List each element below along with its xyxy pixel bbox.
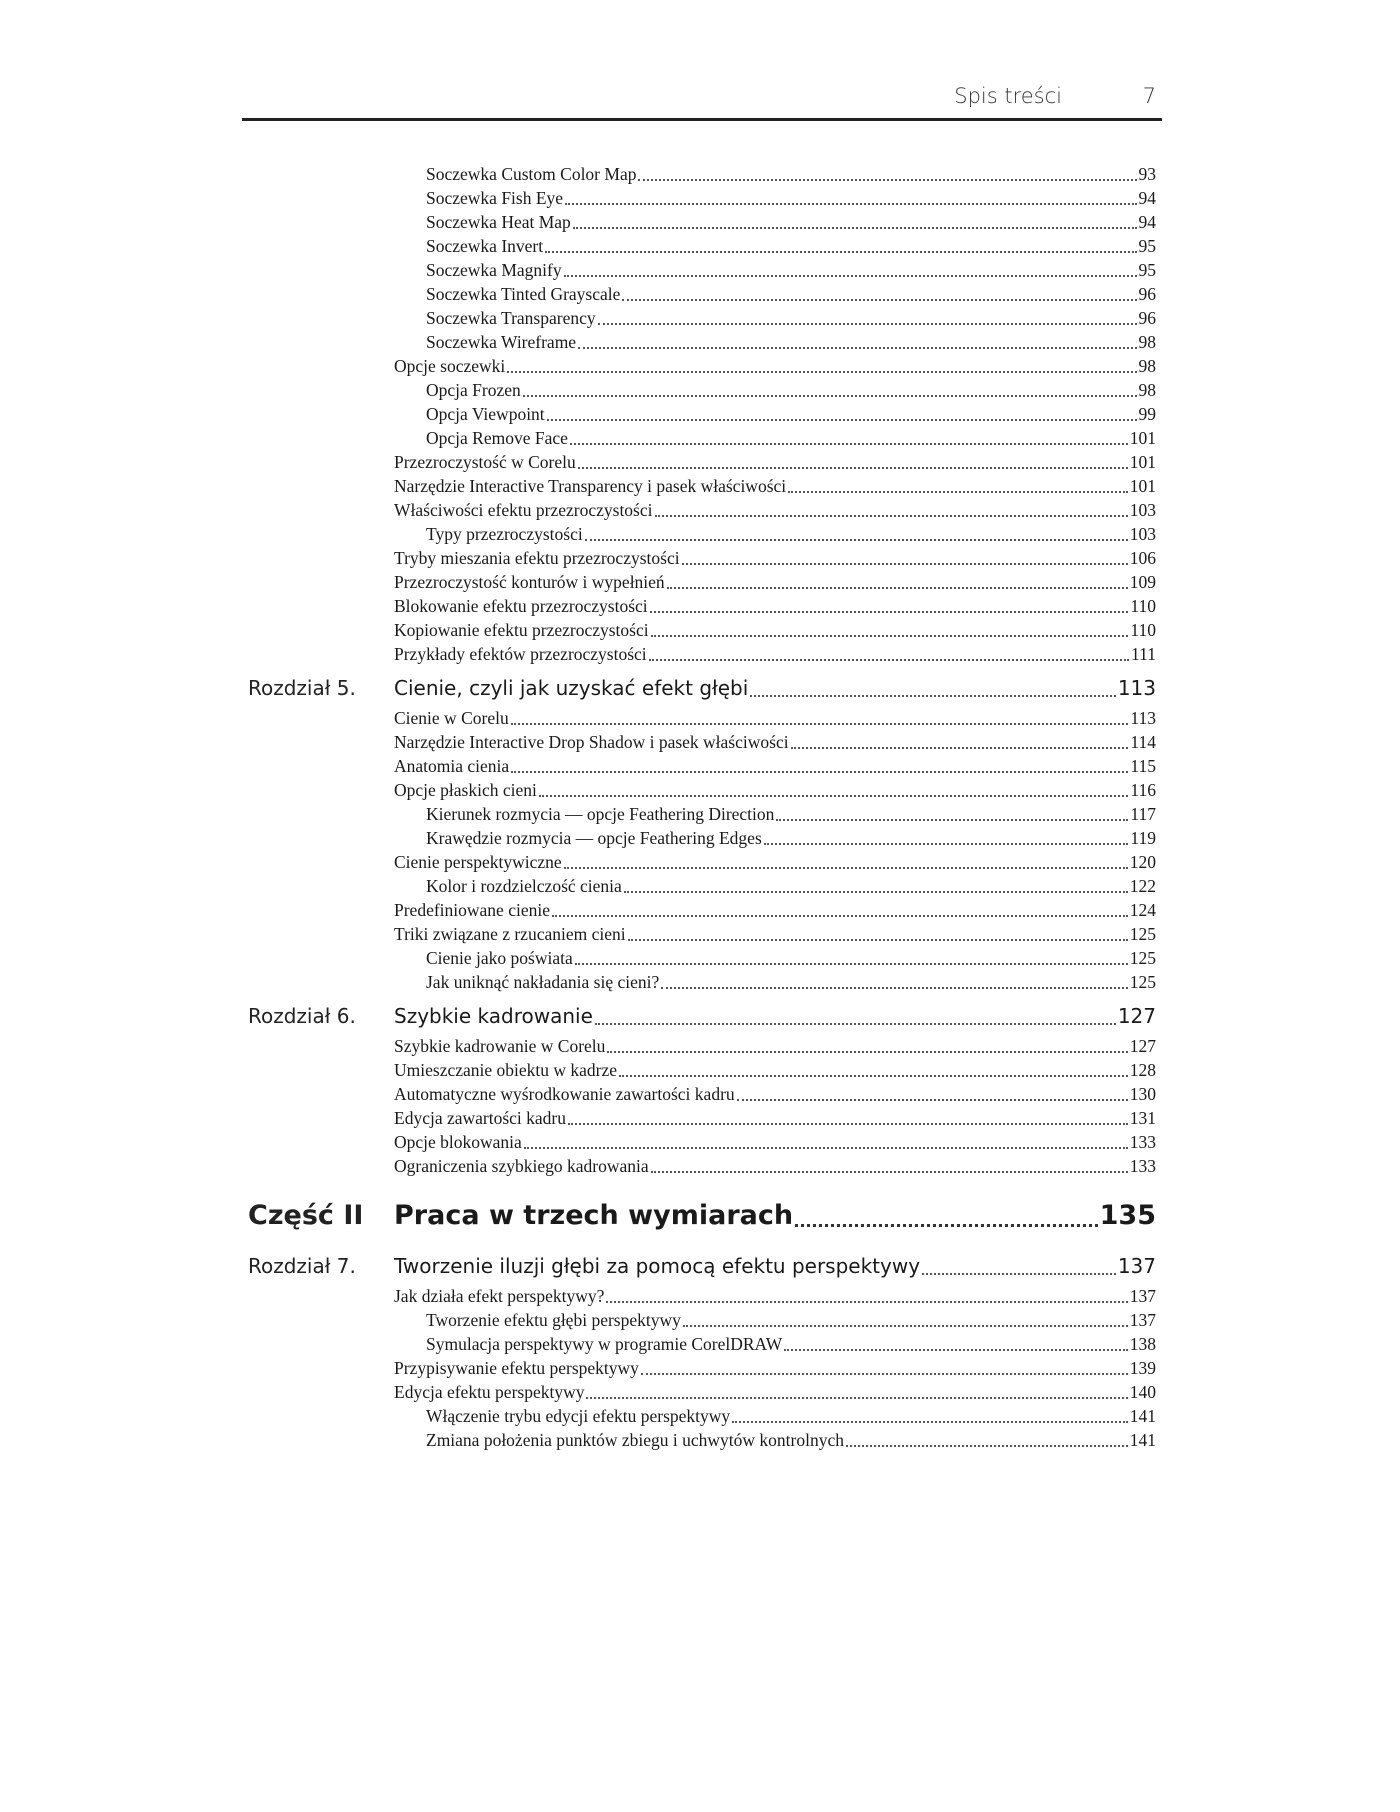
dot-leader (578, 347, 1136, 349)
entry-title: Krawędzie rozmycia — opcje Feathering Edges (426, 828, 762, 848)
dot-leader (570, 443, 1128, 445)
entry-title: Symulacja perspektywy w programie CorelDRAW (426, 1334, 783, 1354)
dot-leader (511, 771, 1128, 773)
entry-page: 130 (1129, 1084, 1156, 1104)
dot-leader (628, 939, 1128, 941)
dot-leader (791, 747, 1129, 749)
toc-entry (394, 594, 1156, 618)
toc-entry (394, 474, 1156, 498)
part-page: 135 (1099, 1200, 1156, 1231)
toc-entry (426, 282, 1156, 306)
toc-entry (394, 642, 1156, 666)
toc-entry (394, 850, 1156, 874)
dot-leader (578, 467, 1128, 469)
dot-leader (650, 611, 1129, 613)
chapter-page: 137 (1117, 1254, 1156, 1278)
toc-entry (394, 1356, 1156, 1380)
entry-title: Opcje soczewki (394, 356, 506, 376)
dot-leader (655, 515, 1128, 517)
toc-entry (394, 570, 1156, 594)
entry-page: 95 (1138, 260, 1156, 280)
dot-leader (682, 563, 1128, 565)
entry-page: 98 (1138, 356, 1156, 376)
entry-page: 137 (1129, 1310, 1156, 1330)
chapter-page: 127 (1117, 1004, 1156, 1028)
entry-page: 127 (1129, 1036, 1156, 1056)
entry-page: 96 (1138, 284, 1156, 304)
entry-title: Kopiowanie efektu przezroczystości (394, 620, 649, 640)
dot-leader (776, 819, 1128, 821)
dot-leader (624, 891, 1128, 893)
dot-leader (784, 1349, 1127, 1351)
entry-page: 117 (1130, 804, 1156, 824)
entry-page: 110 (1130, 596, 1156, 616)
entry-page: 131 (1129, 1108, 1156, 1128)
entry-title: Ograniczenia szybkiego kadrowania (394, 1156, 649, 1176)
entry-page: 96 (1138, 308, 1156, 328)
dot-leader (846, 1445, 1128, 1447)
entry-page: 98 (1138, 380, 1156, 400)
entry-page: 125 (1129, 972, 1156, 992)
dot-leader (523, 395, 1137, 397)
dot-leader (788, 491, 1128, 493)
entry-title: Soczewka Fish Eye (426, 188, 564, 208)
dot-leader (641, 1373, 1128, 1375)
entry-title: Cienie jako poświata (426, 948, 573, 968)
entry-title: Opcje płaskich cieni (394, 780, 537, 800)
toc-entry (394, 1034, 1156, 1058)
entry-page: 133 (1129, 1132, 1156, 1152)
entry-page: 106 (1129, 548, 1156, 568)
toc-entry (394, 618, 1156, 642)
dot-leader (547, 419, 1137, 421)
toc-entry (394, 1106, 1156, 1130)
toc-entry (394, 898, 1156, 922)
entry-title: Soczewka Tinted Grayscale (426, 284, 621, 304)
entry-title: Edycja zawartości kadru (394, 1108, 567, 1128)
dot-leader (606, 1301, 1127, 1303)
entry-title: Przezroczystość konturów i wypełnień (394, 572, 665, 592)
entry-title: Edycja efektu perspektywy (394, 1382, 585, 1402)
entry-title: Przykłady efektów przezroczystości (394, 644, 647, 664)
entry-page: 141 (1129, 1406, 1156, 1426)
chapter-page: 113 (1117, 676, 1156, 700)
entry-title: Kierunek rozmycia — opcje Feathering Direction (426, 804, 775, 824)
toc-entry (426, 402, 1156, 426)
toc-entry (426, 874, 1156, 898)
entry-page: 95 (1138, 236, 1156, 256)
toc-entry (394, 1058, 1156, 1082)
toc-entry (426, 306, 1156, 330)
dot-leader (795, 1224, 1098, 1227)
toc-entry (394, 1284, 1156, 1308)
dot-leader (649, 659, 1129, 661)
entry-page: 122 (1129, 876, 1156, 896)
entry-title: Opcje blokowania (394, 1132, 522, 1152)
entry-title: Soczewka Custom Color Map (426, 164, 637, 184)
chapter-heading (242, 1250, 1156, 1282)
entry-page: 103 (1129, 524, 1156, 544)
dot-leader (764, 843, 1129, 845)
entry-page: 94 (1138, 212, 1156, 232)
dot-leader (622, 299, 1136, 301)
dot-leader (651, 635, 1129, 637)
toc-entry (394, 1082, 1156, 1106)
toc-entry (426, 1428, 1156, 1452)
toc-entry (394, 730, 1156, 754)
entry-page: 115 (1130, 756, 1156, 776)
entry-page: 101 (1129, 476, 1156, 496)
entry-page: 98 (1138, 332, 1156, 352)
dot-leader (545, 251, 1136, 253)
toc-entry (426, 378, 1156, 402)
entry-title: Automatyczne wyśrodkowanie zawartości kadru (394, 1084, 735, 1104)
dot-leader (565, 203, 1136, 205)
toc-entry (426, 210, 1156, 234)
dot-leader (667, 587, 1128, 589)
entry-title: Soczewka Wireframe (426, 332, 577, 352)
entry-title: Triki związane z rzucaniem cieni (394, 924, 626, 944)
entry-title: Soczewka Invert (426, 236, 544, 256)
toc-entry (394, 354, 1156, 378)
dot-leader (638, 179, 1136, 181)
entry-title: Tworzenie efektu głębi perspektywy (426, 1310, 681, 1330)
entry-title: Jak działa efekt perspektywy? (394, 1286, 605, 1306)
dot-leader (568, 1123, 1128, 1125)
entry-title: Typy przezroczystości (426, 524, 583, 544)
chapter-title: Cienie, czyli jak uzyskać efekt głębi (394, 676, 749, 700)
toc-entry (426, 330, 1156, 354)
chapter-title: Tworzenie iluzji głębi za pomocą efektu perspektywy (394, 1254, 921, 1278)
dot-leader (595, 1023, 1116, 1025)
toc-entry (426, 802, 1156, 826)
entry-title: Narzędzie Interactive Drop Shadow i pasek właściwości (394, 732, 789, 752)
part-title: Praca w trzech wymiarach (394, 1200, 794, 1231)
entry-title: Opcja Remove Face (426, 428, 568, 448)
entry-page: 114 (1130, 732, 1156, 752)
entry-title: Blokowanie efektu przezroczystości (394, 596, 648, 616)
toc-entry (394, 922, 1156, 946)
entry-page: 99 (1138, 404, 1156, 424)
entry-page: 103 (1129, 500, 1156, 520)
entry-page: 120 (1129, 852, 1156, 872)
entry-title: Narzędzie Interactive Transparency i pasek właściwości (394, 476, 787, 496)
entry-page: 128 (1129, 1060, 1156, 1080)
chapter-title: Szybkie kadrowanie (394, 1004, 593, 1028)
toc-entry (394, 1380, 1156, 1404)
entry-title: Przypisywanie efektu perspektywy (394, 1358, 639, 1378)
entry-page: 133 (1129, 1156, 1156, 1176)
entry-page: 94 (1138, 188, 1156, 208)
entry-page: 101 (1129, 452, 1156, 472)
entry-title: Opcja Frozen (426, 380, 521, 400)
entry-page: 139 (1129, 1358, 1156, 1378)
chapter-label: Rozdział 5. (248, 676, 356, 700)
toc-entry (426, 258, 1156, 282)
entry-page: 109 (1129, 572, 1156, 592)
dot-leader (732, 1421, 1128, 1423)
dot-leader (524, 1147, 1128, 1149)
toc-entry (426, 826, 1156, 850)
dot-leader (585, 539, 1128, 541)
entry-page: 124 (1129, 900, 1156, 920)
dot-leader (575, 963, 1128, 965)
toc-entry (426, 426, 1156, 450)
entry-page: 141 (1129, 1430, 1156, 1450)
dot-leader (511, 723, 1129, 725)
entry-title: Kolor i rozdzielczość cienia (426, 876, 622, 896)
toc-entry (394, 450, 1156, 474)
toc-entry (394, 1130, 1156, 1154)
toc-entry (394, 546, 1156, 570)
dot-leader (683, 1325, 1128, 1327)
entry-title: Właściwości efektu przezroczystości (394, 500, 653, 520)
entry-page: 111 (1131, 644, 1156, 664)
toc-entry (426, 1308, 1156, 1332)
page-number: 7 (1142, 84, 1156, 108)
toc-entry (394, 498, 1156, 522)
chapter-heading (242, 672, 1156, 704)
toc-entry (426, 162, 1156, 186)
entry-title: Cienie perspektywiczne (394, 852, 562, 872)
dot-leader (619, 1075, 1128, 1077)
entry-page: 119 (1130, 828, 1156, 848)
dot-leader (651, 1171, 1128, 1173)
toc-entry (426, 234, 1156, 258)
dot-leader (507, 371, 1136, 373)
entry-title: Umieszczanie obiektu w kadrze (394, 1060, 618, 1080)
entry-title: Soczewka Heat Map (426, 212, 571, 232)
entry-title: Predefiniowane cienie (394, 900, 550, 920)
running-title: Spis treści (954, 84, 1062, 108)
running-header (242, 84, 1162, 121)
toc-entry (394, 706, 1156, 730)
chapter-heading (242, 1000, 1156, 1032)
dot-leader (573, 227, 1137, 229)
dot-leader (564, 867, 1128, 869)
dot-leader (661, 987, 1128, 989)
toc-entry (394, 1154, 1156, 1178)
entry-page: 113 (1130, 708, 1156, 728)
entry-page: 125 (1129, 924, 1156, 944)
toc-entry (426, 946, 1156, 970)
part-label: Część II (248, 1200, 364, 1231)
part-heading (242, 1196, 1156, 1236)
toc-entry (394, 778, 1156, 802)
entry-title: Włączenie trybu edycji efektu perspektywy (426, 1406, 731, 1426)
toc-entry (394, 754, 1156, 778)
dot-leader (586, 1397, 1127, 1399)
entry-title: Jak uniknąć nakładania się cieni? (426, 972, 660, 992)
entry-page: 101 (1129, 428, 1156, 448)
dot-leader (737, 1099, 1128, 1101)
entry-page: 138 (1129, 1334, 1156, 1354)
entry-title: Anatomia cienia (394, 756, 510, 776)
dot-leader (607, 1051, 1127, 1053)
dot-leader (750, 695, 1116, 697)
entry-page: 137 (1129, 1286, 1156, 1306)
entry-title: Opcja Viewpoint (426, 404, 545, 424)
entry-page: 110 (1130, 620, 1156, 640)
chapter-label: Rozdział 6. (248, 1004, 356, 1028)
toc-entry (426, 186, 1156, 210)
dot-leader (598, 323, 1137, 325)
toc-entry (426, 1332, 1156, 1356)
entry-title: Zmiana położenia punktów zbiegu i uchwytów kontrolnych (426, 1430, 844, 1450)
chapter-label: Rozdział 7. (248, 1254, 356, 1278)
entry-page: 93 (1138, 164, 1156, 184)
entry-title: Szybkie kadrowanie w Corelu (394, 1036, 606, 1056)
entry-title: Soczewka Transparency (426, 308, 596, 328)
entry-title: Tryby mieszania efektu przezroczystości (394, 548, 680, 568)
dot-leader (922, 1273, 1116, 1275)
entry-title: Przezroczystość w Corelu (394, 452, 576, 472)
entry-title: Cienie w Corelu (394, 708, 509, 728)
dot-leader (552, 915, 1128, 917)
entry-page: 125 (1129, 948, 1156, 968)
entry-page: 140 (1129, 1382, 1156, 1402)
toc-entry (426, 522, 1156, 546)
toc-entry (426, 1404, 1156, 1428)
entry-page: 116 (1130, 780, 1156, 800)
toc-entry (426, 970, 1156, 994)
dot-leader (564, 275, 1137, 277)
entry-title: Soczewka Magnify (426, 260, 562, 280)
dot-leader (539, 795, 1129, 797)
